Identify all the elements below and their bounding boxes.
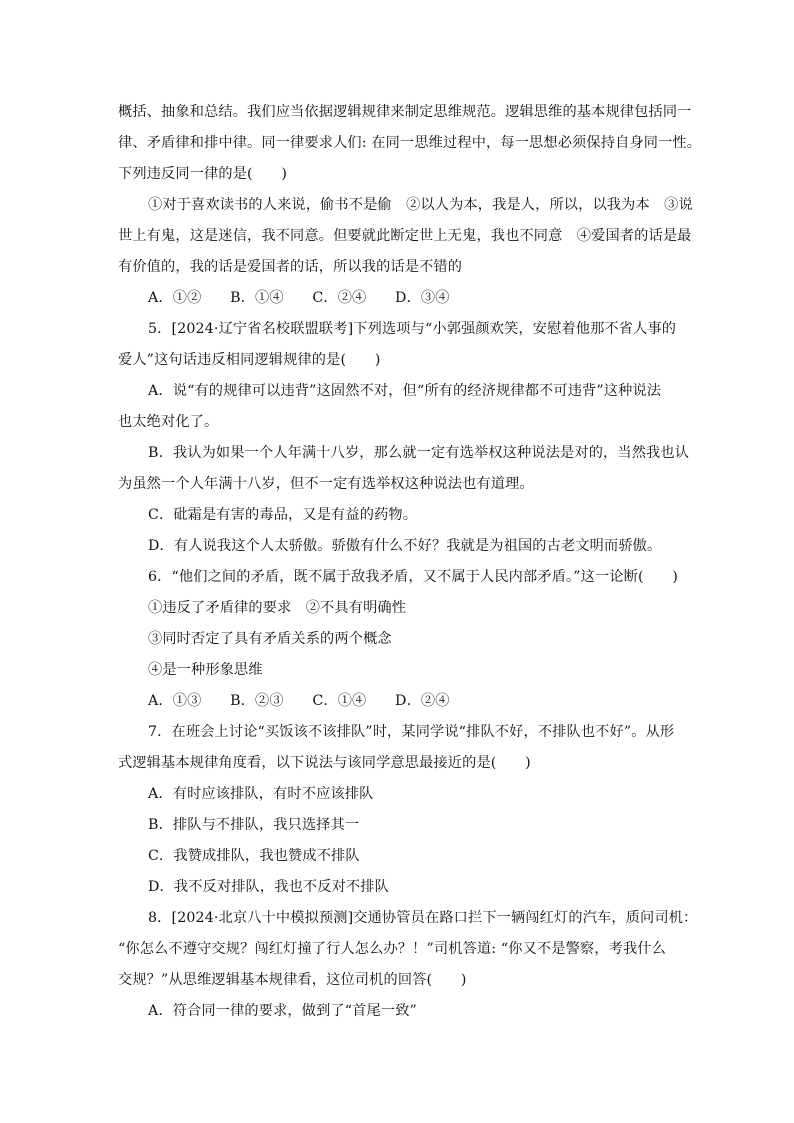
option-d: D．我不反对排队，我也不反对不排队 (148, 879, 389, 895)
text-line: 概括、抽象和总结。我们应当依据逻辑规律来制定思维规范。逻辑思维的基本规律包括同一 (118, 104, 692, 120)
option-a: A．符合同一律的要求，做到了“首尾一致” (148, 1003, 417, 1019)
text-line: ①对于喜欢读书的人来说，偷书不是偷 ②以人为本，我是人，所以，以我为本 ③说 (148, 197, 693, 213)
option-a: A．说“有的规律可以违背”这固然不对，但“所有的经济规律都不可违背”这种说法 (148, 383, 662, 399)
text-line: 有价值的，我的话是爱国者的话，所以我的话是不错的 (118, 259, 463, 275)
option-a: A．有时应该排队，有时不应该排队 (148, 786, 374, 802)
statement-line: ④是一种形象思维 (148, 662, 263, 678)
question-5: 5．[2024·辽宁省名校联盟联考]下列选项与“小郭强颜欢笑，安慰着他那不省人事的 (148, 321, 677, 337)
question-7: 7．在班会上讨论“买饭该不该排队”时，某同学说“排队不好，不排队也不好”。从形 (148, 724, 675, 740)
text-line: 下列违反同一律的是( ) (118, 166, 288, 182)
statement-line: ①违反了矛盾律的要求 ②不具有明确性 (148, 600, 407, 616)
option-b: B．我认为如果一个人年满十八岁，那么就一定有选举权这种说法是对的，当然我也认 (148, 445, 690, 461)
text-line: 为虽然一个人年满十八岁，但不一定有选举权这种说法也有道理。 (118, 476, 534, 492)
question-8: 8．[2024·北京八十中模拟预测]交通协管员在路口拦下一辆闯红灯的汽车，质问司机： (148, 910, 698, 926)
text-line: 爱人”这句话违反相同逻辑规律的是( ) (118, 352, 381, 368)
option-c: C．我赞成排队，我也赞成不排队 (148, 848, 360, 864)
question-6: 6．“他们之间的矛盾，既不属于敌我矛盾，又不属于人民内部矛盾。”这一论断( ) (148, 569, 679, 585)
option-b: B．排队与不排队，我只选择其一 (148, 817, 360, 833)
answer-options: A．①② B．①④ C．②④ D．③④ (148, 290, 450, 306)
option-c: C．砒霜是有害的毒品，又是有益的药物。 (148, 507, 418, 523)
text-line: 式逻辑基本规律角度看，以下说法与该同学意思最接近的是( ) (118, 755, 531, 771)
answer-options: A．①③ B．②③ C．①④ D．②④ (148, 693, 450, 709)
option-d: D．有人说我这个人太骄傲。骄傲有什么不好？我就是为祖国的古老文明而骄傲。 (148, 538, 662, 554)
statement-line: ③同时否定了具有矛盾关系的两个概念 (148, 631, 392, 647)
text-line: 世上有鬼，这是迷信，我不同意。但要就此断定世上无鬼，我也不同意 ④爱国者的话是最 (118, 228, 692, 244)
text-line: 也太绝对化了。 (118, 414, 219, 430)
text-line: 交规？”从思维逻辑基本规律看，这位司机的回答( ) (118, 972, 467, 988)
text-line: “你怎么不遵守交规？闯红灯撞了行人怎么办？！”司机答道: “你又不是警察，考我什么 (118, 941, 666, 957)
text-line: 律、矛盾律和排中律。同一律要求人们: 在同一思维过程中，每一思想必须保持自身同一性。 (118, 135, 702, 151)
